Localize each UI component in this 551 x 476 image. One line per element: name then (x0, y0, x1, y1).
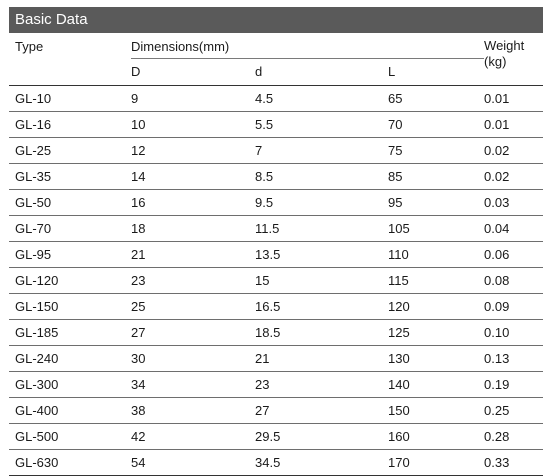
cell-D: 25 (131, 294, 255, 320)
cell-weight: 0.02 (484, 164, 543, 190)
cell-weight: 0.03 (484, 190, 543, 216)
cell-d: 27 (255, 398, 388, 424)
section-title: Basic Data (9, 7, 543, 33)
table-row (9, 190, 543, 216)
table-row (9, 450, 543, 476)
cell-type: GL-120 (9, 268, 131, 294)
cell-L: 125 (388, 320, 484, 346)
header-weight-unit: (kg) (484, 54, 507, 69)
cell-D: 12 (131, 138, 255, 164)
cell-D: 9 (131, 86, 255, 112)
table-row (9, 216, 543, 242)
cell-L: 150 (388, 398, 484, 424)
cell-weight: 0.28 (484, 424, 543, 450)
table-row (9, 112, 543, 138)
cell-D: 27 (131, 320, 255, 346)
cell-d: 15 (255, 268, 388, 294)
cell-d: 18.5 (255, 320, 388, 346)
cell-d: 11.5 (255, 216, 388, 242)
cell-d: 34.5 (255, 450, 388, 476)
basic-data-sheet (9, 7, 543, 476)
cell-weight: 0.09 (484, 294, 543, 320)
cell-type: GL-25 (9, 138, 131, 164)
cell-L: 120 (388, 294, 484, 320)
cell-D: 30 (131, 346, 255, 372)
cell-type: GL-70 (9, 216, 131, 242)
cell-type: GL-10 (9, 86, 131, 112)
header-row-primary (9, 33, 543, 59)
cell-d: 23 (255, 372, 388, 398)
table-row (9, 372, 543, 398)
cell-weight: 0.25 (484, 398, 543, 424)
cell-L: 75 (388, 138, 484, 164)
cell-d: 29.5 (255, 424, 388, 450)
cell-type: GL-185 (9, 320, 131, 346)
cell-d: 9.5 (255, 190, 388, 216)
cell-L: 140 (388, 372, 484, 398)
table-row (9, 424, 543, 450)
cell-weight: 0.02 (484, 138, 543, 164)
cell-L: 65 (388, 86, 484, 112)
table-row (9, 164, 543, 190)
cell-D: 16 (131, 190, 255, 216)
header-L: L (388, 64, 396, 79)
cell-weight: 0.08 (484, 268, 543, 294)
cell-D: 34 (131, 372, 255, 398)
cell-d: 21 (255, 346, 388, 372)
cell-L: 70 (388, 112, 484, 138)
cell-type: GL-95 (9, 242, 131, 268)
header-d: d (255, 64, 263, 79)
cell-weight: 0.04 (484, 216, 543, 242)
cell-type: GL-50 (9, 190, 131, 216)
cell-d: 8.5 (255, 164, 388, 190)
cell-weight: 0.01 (484, 86, 543, 112)
cell-L: 115 (388, 268, 484, 294)
cell-L: 170 (388, 450, 484, 476)
cell-type: GL-35 (9, 164, 131, 190)
cell-type: GL-300 (9, 372, 131, 398)
cell-type: GL-630 (9, 450, 131, 476)
header-D: D (131, 64, 141, 79)
cell-D: 21 (131, 242, 255, 268)
cell-type: GL-150 (9, 294, 131, 320)
table-row (9, 320, 543, 346)
header-dimensions: Dimensions(mm) (131, 33, 484, 59)
cell-weight: 0.33 (484, 450, 543, 476)
cell-weight: 0.10 (484, 320, 543, 346)
cell-D: 10 (131, 112, 255, 138)
header-weight (484, 33, 543, 85)
cell-weight: 0.13 (484, 346, 543, 372)
cell-weight: 0.06 (484, 242, 543, 268)
cell-D: 38 (131, 398, 255, 424)
table-body (9, 86, 543, 476)
cell-d: 16.5 (255, 294, 388, 320)
cell-type: GL-240 (9, 346, 131, 372)
cell-L: 130 (388, 346, 484, 372)
cell-L: 95 (388, 190, 484, 216)
cell-D: 14 (131, 164, 255, 190)
cell-L: 85 (388, 164, 484, 190)
cell-L: 110 (388, 242, 484, 268)
table-row (9, 86, 543, 112)
table-row (9, 294, 543, 320)
basic-data-table (9, 33, 543, 476)
table-row (9, 268, 543, 294)
header-type: Type (15, 39, 44, 54)
table-row (9, 138, 543, 164)
table-row (9, 242, 543, 268)
cell-D: 42 (131, 424, 255, 450)
cell-D: 23 (131, 268, 255, 294)
cell-d: 13.5 (255, 242, 388, 268)
table-row (9, 398, 543, 424)
table-row (9, 346, 543, 372)
cell-type: GL-400 (9, 398, 131, 424)
cell-L: 160 (388, 424, 484, 450)
header-weight-label: Weight (484, 38, 525, 53)
cell-type: GL-500 (9, 424, 131, 450)
cell-D: 54 (131, 450, 255, 476)
cell-d: 5.5 (255, 112, 388, 138)
cell-d: 7 (255, 138, 388, 164)
cell-L: 105 (388, 216, 484, 242)
cell-weight: 0.19 (484, 372, 543, 398)
cell-weight: 0.01 (484, 112, 543, 138)
cell-d: 4.5 (255, 86, 388, 112)
cell-type: GL-16 (9, 112, 131, 138)
cell-D: 18 (131, 216, 255, 242)
